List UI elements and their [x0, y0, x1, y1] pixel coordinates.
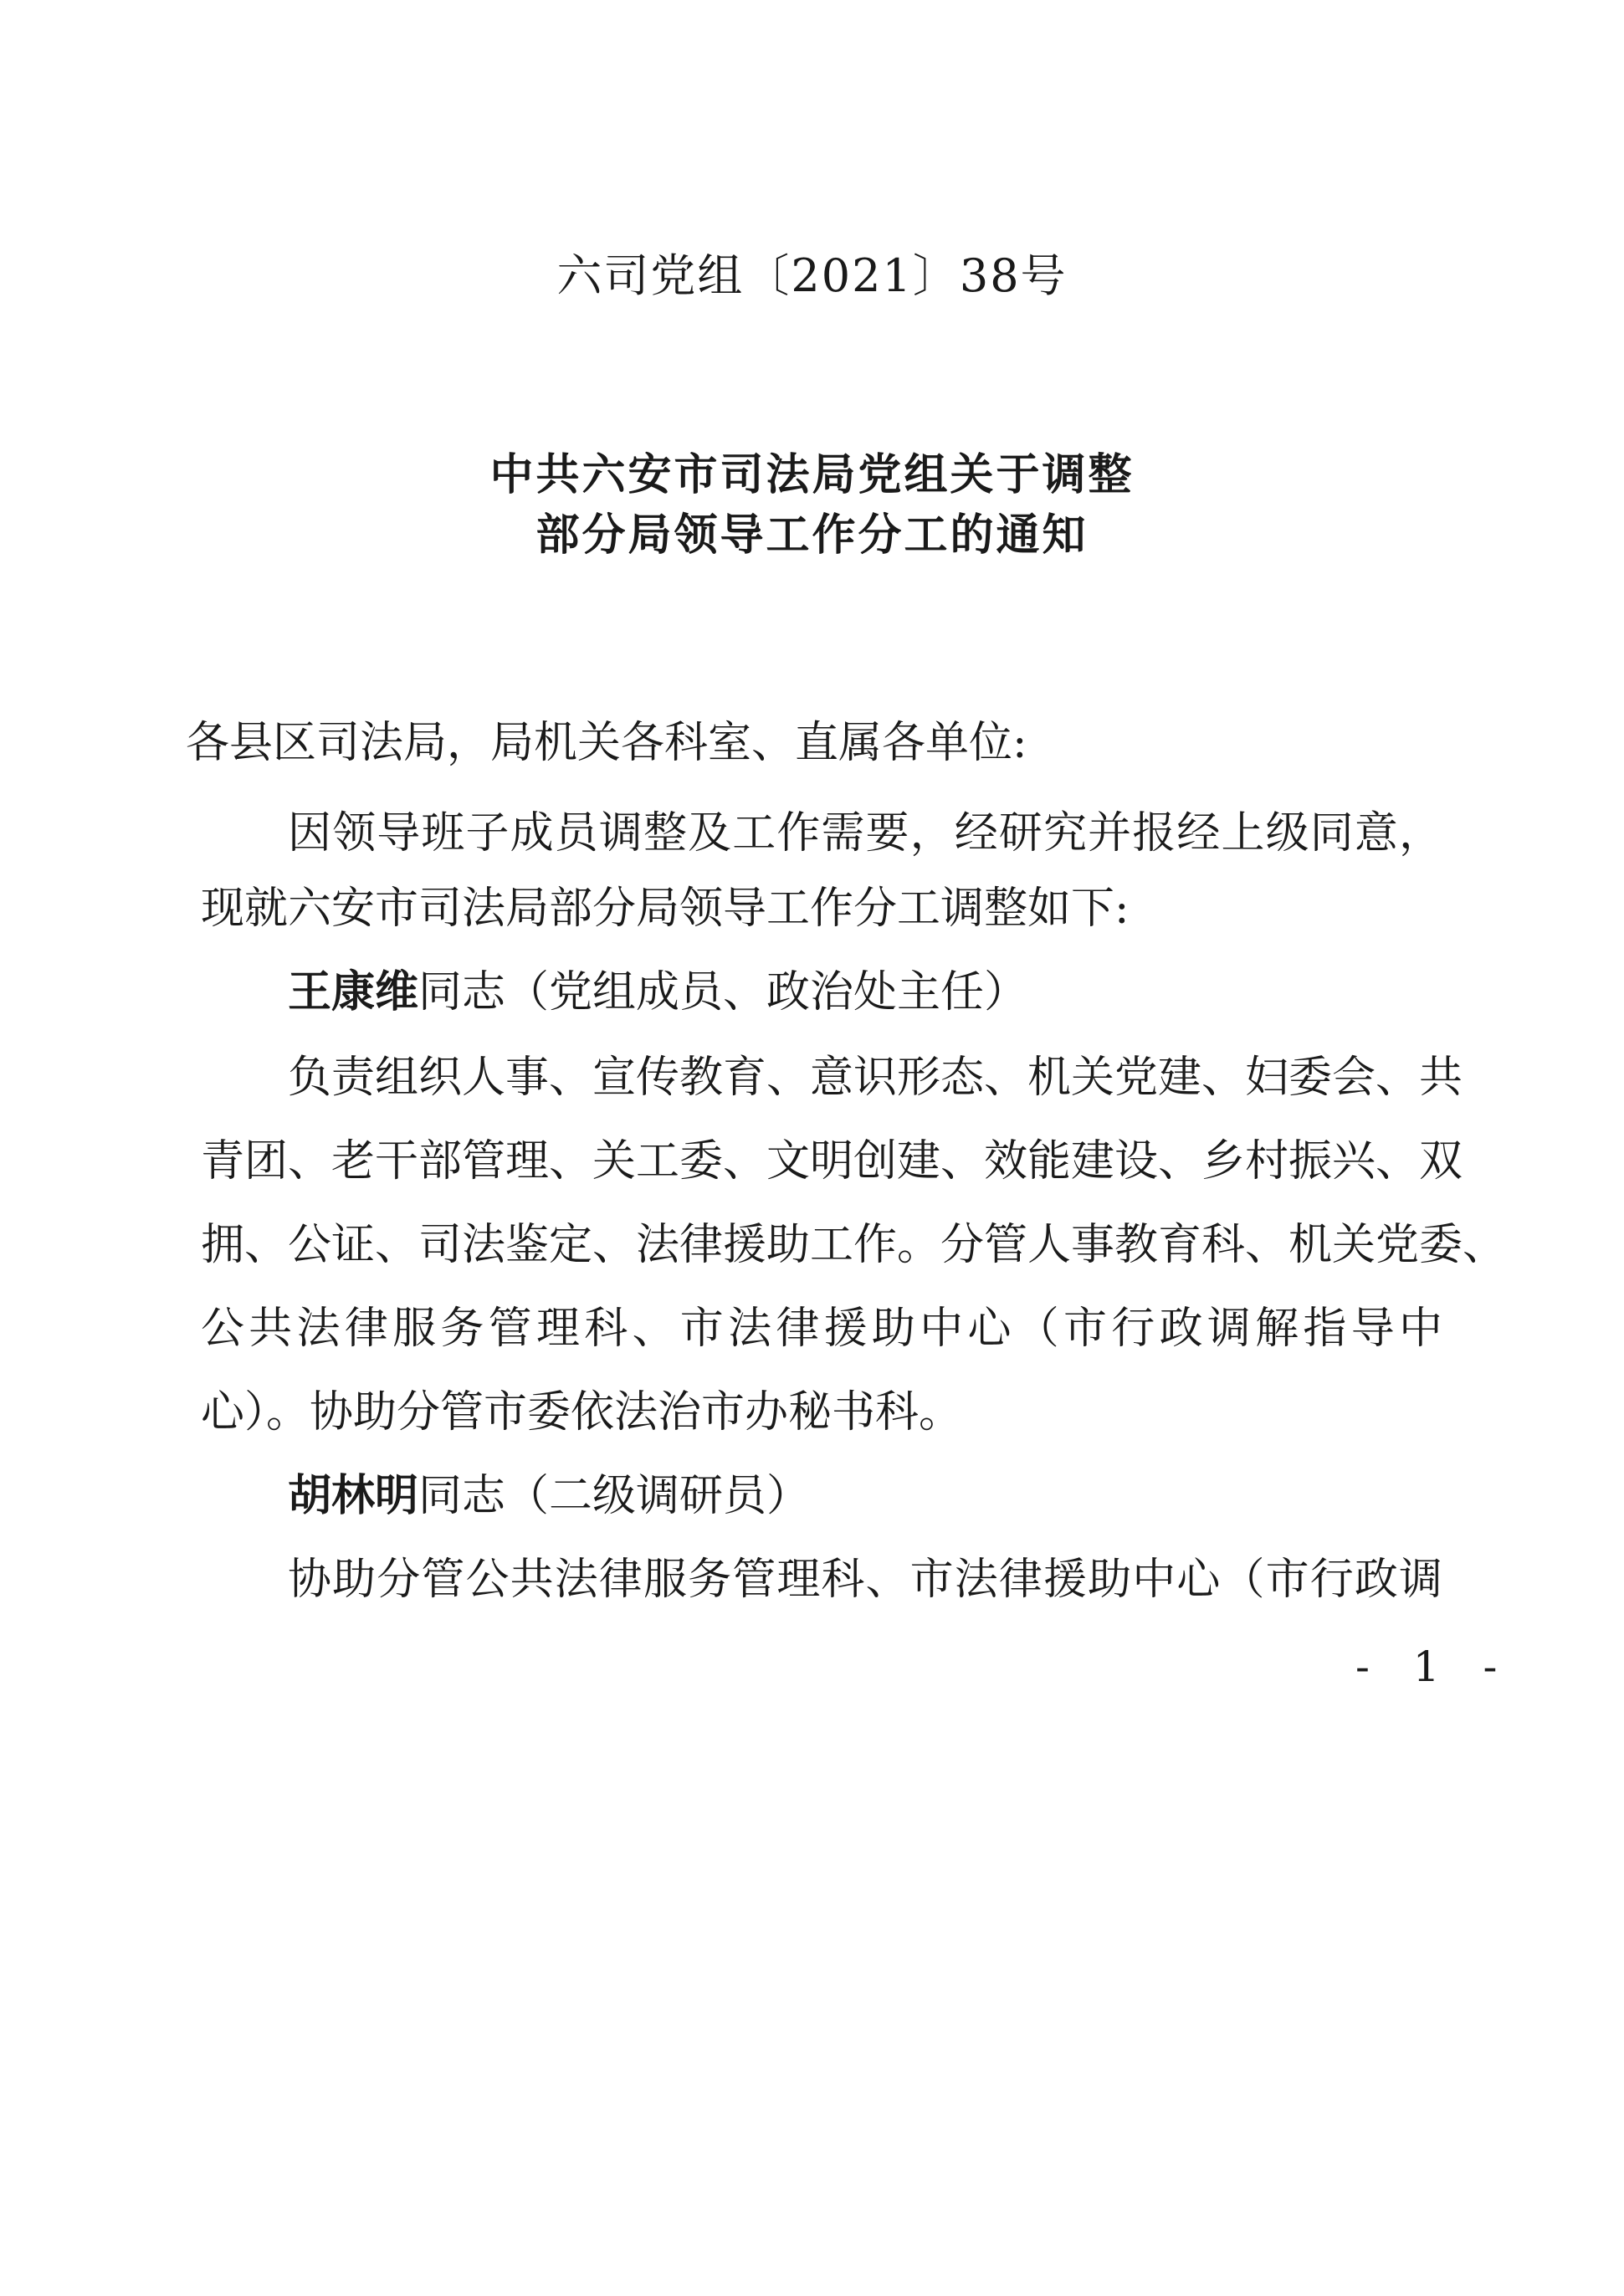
- page-number: - 1 -: [1355, 1643, 1513, 1691]
- person1-name: 王康维: [288, 967, 419, 1017]
- intro-line-2: 现就六安市司法局部分局领导工作分工调整如下:: [201, 884, 1130, 934]
- person2-heading: [288, 1466, 810, 1526]
- person1-duty-line-3: 拥、公证、司法鉴定、法律援助工作。分管人事教育科、机关党委、: [201, 1220, 1507, 1270]
- intro-line-1: 因领导班子成员调整及工作需要，经研究并报经上级同意，: [288, 808, 1442, 858]
- person1-heading: [288, 962, 1027, 1022]
- person2-duty-line-1: 协助分管公共法律服务管理科、市法律援助中心（市行政调: [288, 1555, 1442, 1605]
- document-title: [0, 445, 1624, 566]
- title-line-2: 部分局领导工作分工的通知: [535, 510, 1089, 561]
- salutation: 各县区司法局，局机关各科室、直属各单位:: [186, 718, 1027, 768]
- person1-duty-line-2: 青团、老干部管理、关工委、文明创建、效能建设、乡村振兴、双: [201, 1136, 1463, 1186]
- person1-title: 同志（党组成员、政治处主任）: [418, 967, 1028, 1017]
- person1-duty-line-5: 心）。协助分管市委依法治市办秘书科。: [201, 1387, 963, 1438]
- title-line-1: 中共六安市司法局党组关于调整: [489, 449, 1135, 500]
- person2-title: 同志（二级调研员）: [418, 1471, 811, 1521]
- document-number: 六司党组〔2021〕38号: [556, 249, 1068, 302]
- person1-duty-line-1: 负责组织人事、宣传教育、意识形态、机关党建、妇委会、共: [288, 1053, 1463, 1103]
- person1-duty-line-4: 公共法律服务管理科、市法律援助中心（市行政调解指导中: [201, 1304, 1442, 1354]
- person2-name: 胡林明: [288, 1471, 419, 1521]
